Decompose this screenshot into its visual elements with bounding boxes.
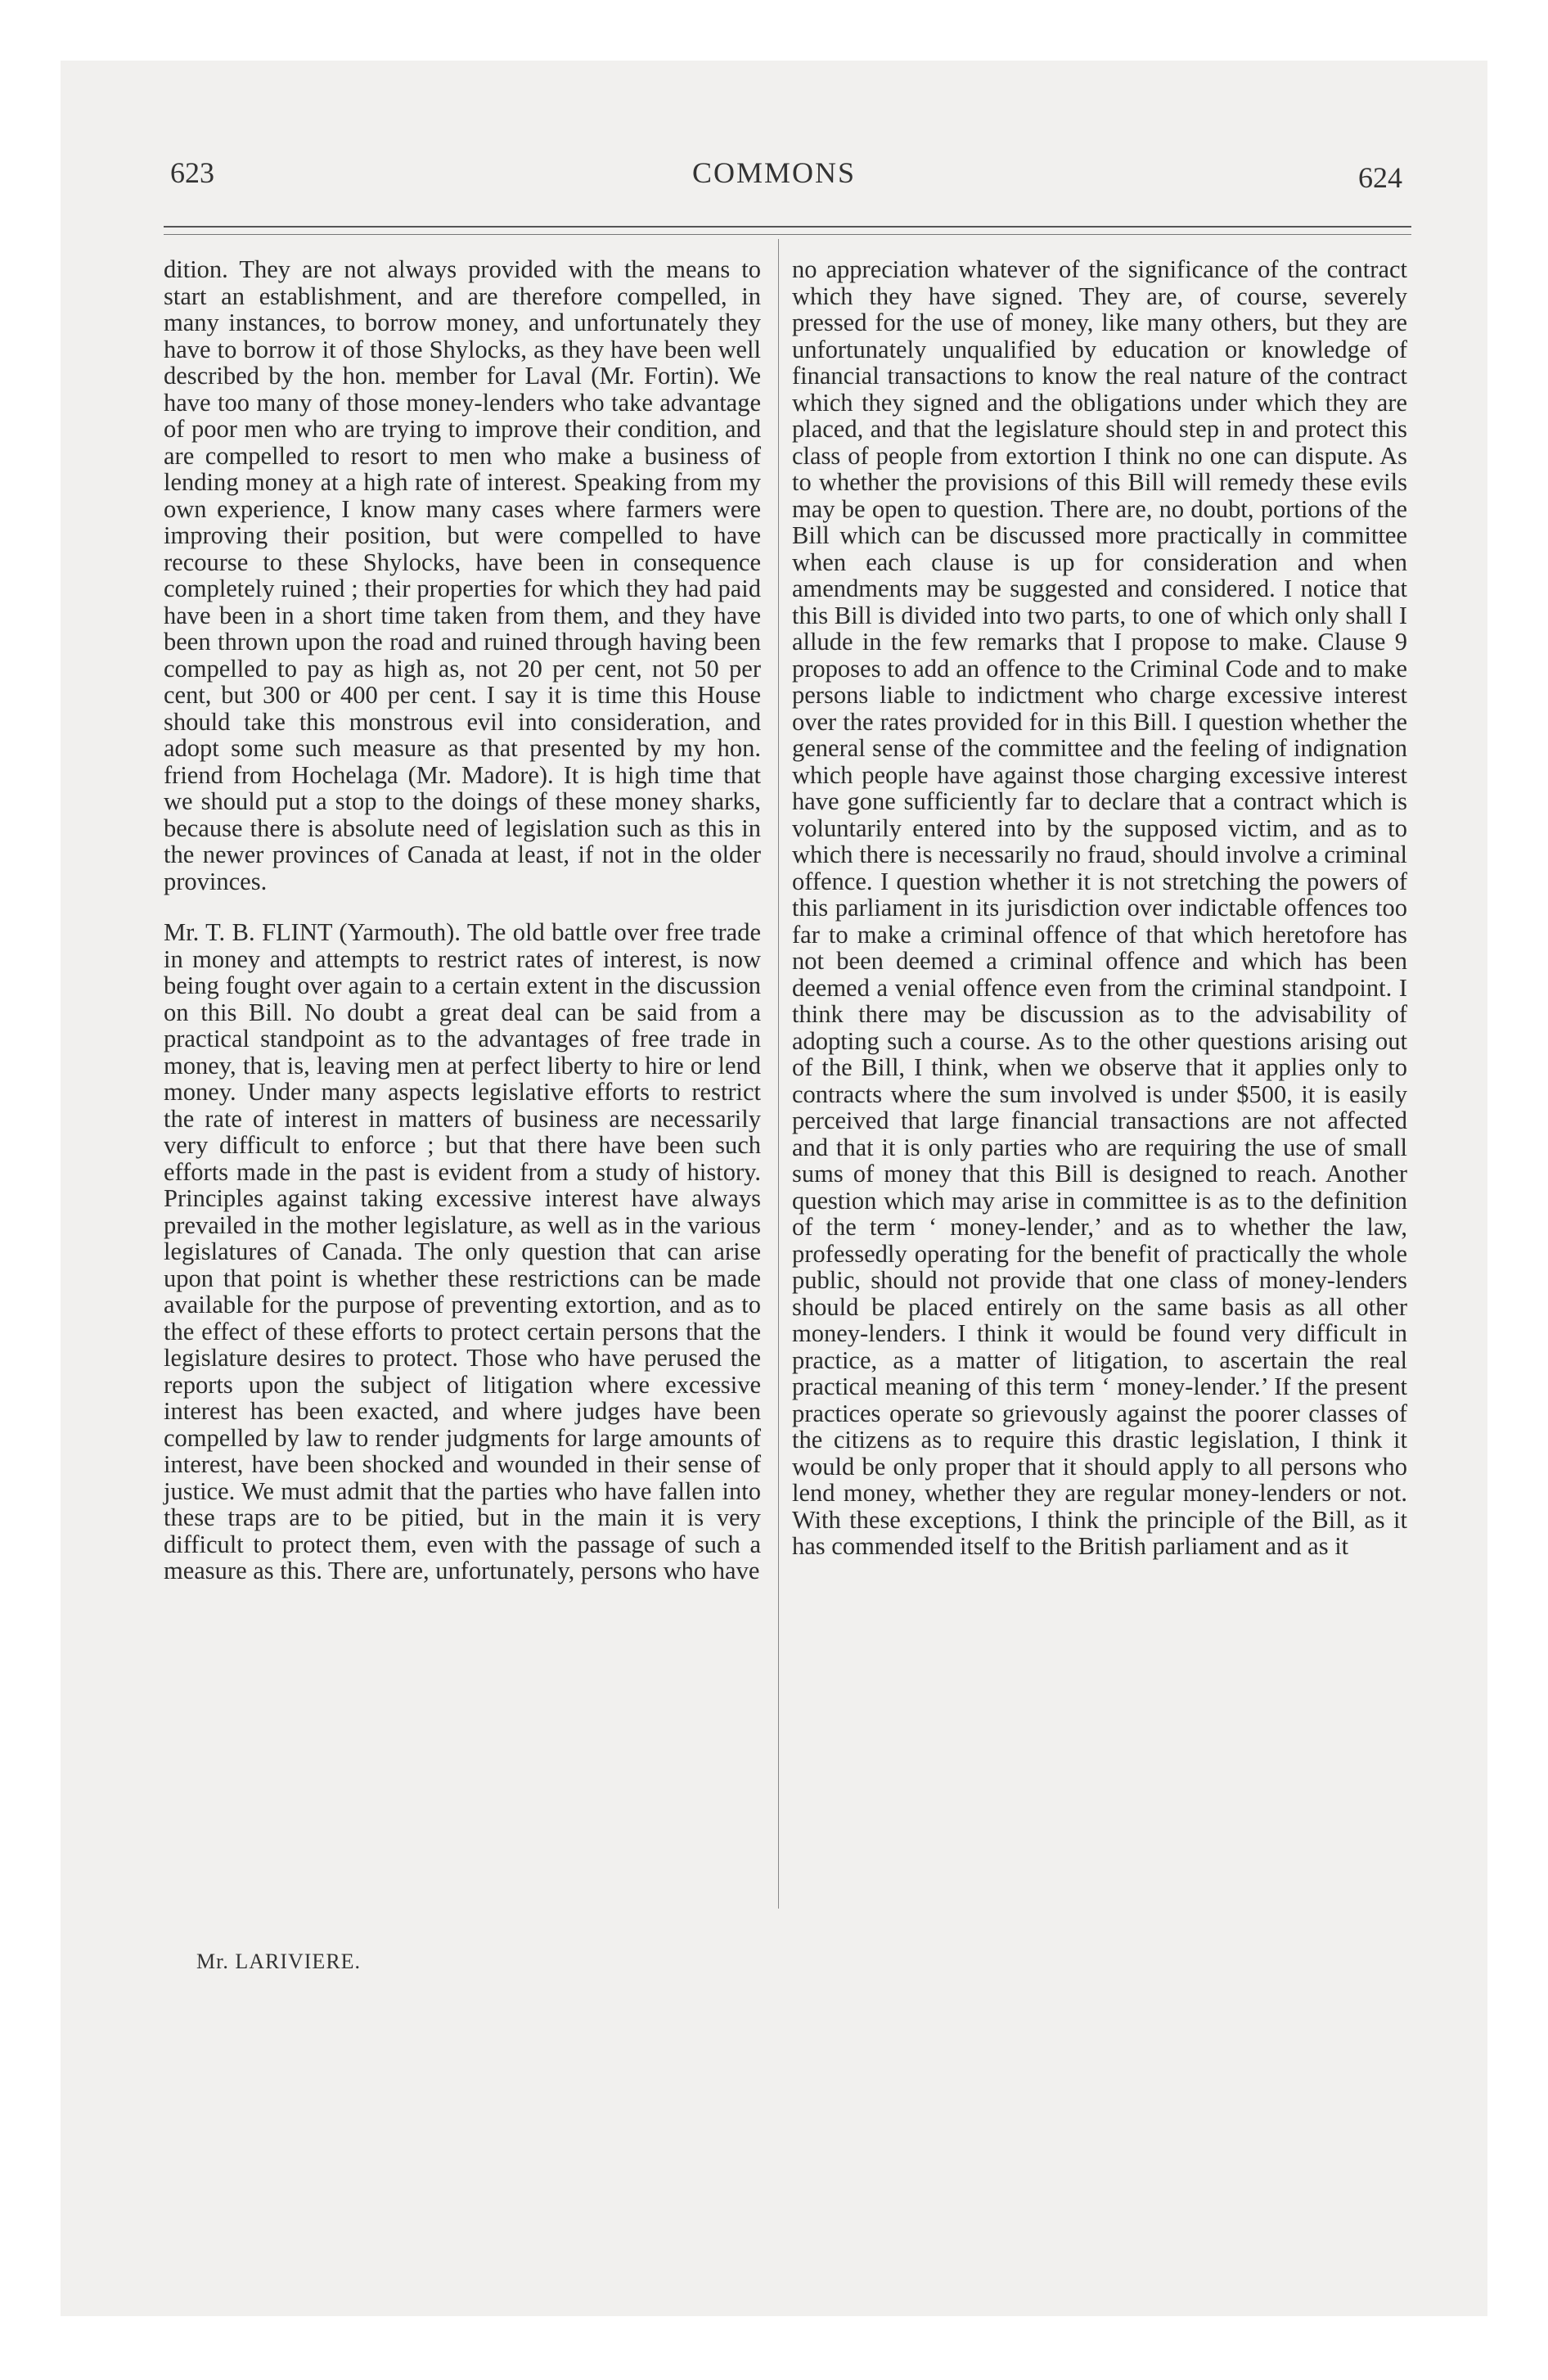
header-rule bbox=[164, 226, 1411, 228]
left-paragraph-2: Mr. T. B. FLINT (Yarmouth). The old battle over free trade in money and attempts to restrict rates of interest, is now being fought over again to a certain extent in the discussion on this Bill. No doubt a great deal can be said from a practical standpoint as to the advantages of free trade in money, that is, leaving men at perfect liberty to hire or lend money. Under many aspects legislative efforts to restrict the rate of interest in matters of business are necessarily very difficult to enforce ; but that there have been such efforts made in the past is evident from a study of history. Principles against taking excessive interest have always prevailed in the mother legislature, as well as in the various legislatures of Canada. The only question that can arise upon that point is whether these restrictions can be made available for the purpose of preventing extortion, and as to the effect of these efforts to protect certain persons that the legislature desires to protect. Those who have perused the reports upon the subject of litigation where excessive interest has been exacted, and where judges have been compelled by law to render judgments for large amounts of interest, have been shocked and wounded in their sense of justice. We must admit that the parties who have fallen into these traps are to be pitied, but in the main it is very difficult to protect them, even with the passage of such a measure as this. There are, unfortunately, persons who have bbox=[164, 918, 761, 1584]
page-header bbox=[0, 97, 1548, 194]
speaker-footer: Mr. LARIVIERE. bbox=[196, 1950, 362, 1973]
header-rule-thin bbox=[164, 234, 1411, 235]
left-column bbox=[164, 256, 761, 1584]
left-paragraph-1: dition. They are not always provided with the means to start an establishment, and are therefore compelled, in many instances, to borrow money, and unfortunately they have to borrow it of those Shylocks, as they have been well described by the hon. member for Laval (Mr. Fortin). We have too many of those money-lenders who take advantage of poor men who are trying to improve their condition, and are compelled to resort to men who make a business of lending money at a high rate of interest. Speaking from my own experience, I know many cases where farmers were improving their position, but were compelled to have recourse to these Shylocks, have been in consequence completely ruined ; their properties for which they had paid have been in a short time taken from them, and they have been thrown upon the road and ruined through having been compelled to pay as high as, not 20 per cent, not 50 per cent, but 300 or 400 per cent. I say it is time this House should take this monstrous evil into consideration, and adopt some such measure as that presented by my hon. friend from Hochelaga (Mr. Madore). It is high time that we should put a stop to the doings of these money sharks, because there is absolute need of legislation such as this in the newer provinces of Canada at least, if not in the older provinces. bbox=[164, 255, 761, 895]
page-number-right: 624 bbox=[1358, 161, 1402, 194]
right-column bbox=[792, 256, 1407, 1560]
column-divider bbox=[778, 239, 779, 1909]
right-paragraph-1: no appreciation whatever of the significance of the contract which they have signed. They are, of course, severely pressed for the use of money, like many others, but they are unfortunately unqualified by education or knowledge of financial transactions to know the real nature of the contract which they signed and the obligations under which they are placed, and that the legislature should step in and protect this class of people from extortion I think no one can dispute. As to whether the provisions of this Bill will remedy these evils may be open to question. There are, no doubt, portions of the Bill which can be discussed more practically in committee when each clause is up for consideration and when amendments may be suggested and considered. I notice that this Bill is divided into two parts, to one of which only shall I allude in the few remarks that I propose to make. Clause 9 proposes to add an offence to the Criminal Code and to make persons liable to indictment who charge excessive interest over the rates provided for in this Bill. I question whether the general sense of the committee and the feeling of indignation which people have against those charging excessive interest have gone sufficiently far to declare that a contract which is voluntarily entered into by the supposed victim, and as to which there is necessarily no fraud, should involve a criminal offence. I question whether it is not stretching the powers of this parliament in its jurisdiction over indictable offences too far to make a criminal offence of that which heretofore has not been deemed a criminal offence and which has been deemed a venial offence even from the criminal standpoint. I think there may be discussion as to the advisability of adopting such a course. As to the other questions arising out of the Bill, I think, when we observe that it applies only to contracts where the sum involved is under $500, it is easily perceived that large financial transactions are not affected and that it is only parties who are requiring the use of small sums of money that this Bill is designed to reach. Another question which may arise in committee is as to the definition of the term ‘ money-lender,’ and as to whether the law, professedly operating for the benefit of practically the whole public, should not provide that one class of money-lenders should be placed entirely on the same basis as all other money-lenders. I think it would be found very difficult in practice, as a matter of litigation, to ascertain the real practical meaning of this term ‘ money-lender.’ If the present practices operate so grievously against the poorer classes of the citizens as to require this drastic legislation, I think it would be only proper that it should apply to all persons who lend money, whether they are regular money-lenders or not. With these exceptions, I think the principle of the Bill, as it has commended itself to the British parliament and as it bbox=[792, 255, 1407, 1560]
page-number-left: 623 bbox=[170, 156, 214, 189]
page-title: COMMONS bbox=[691, 156, 857, 189]
